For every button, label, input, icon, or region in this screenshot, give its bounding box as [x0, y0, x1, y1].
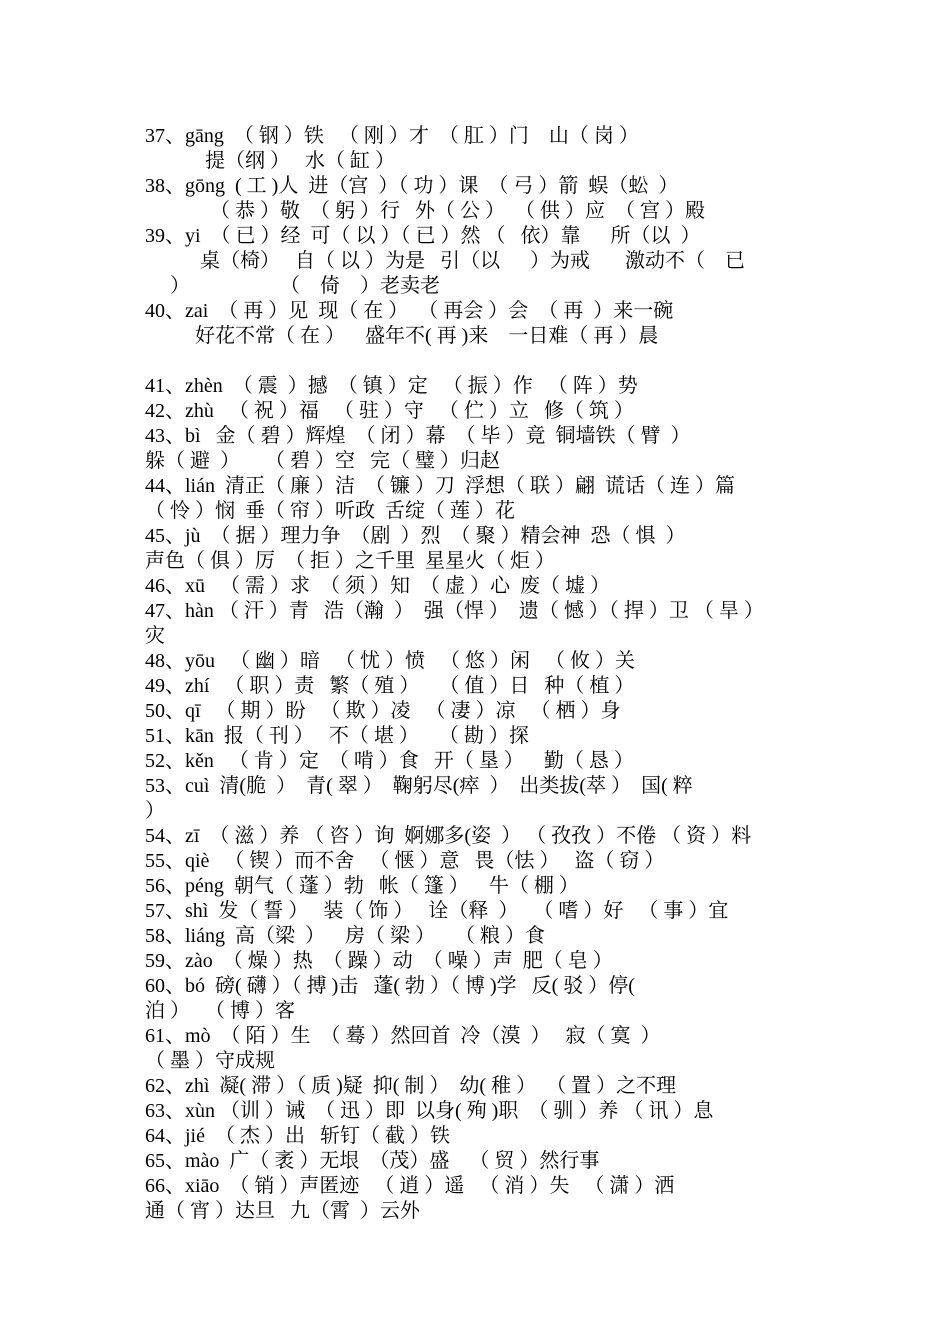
entry-44-line-2: （ 怜 ）悯 垂（ 帘 ）听政 舌绽（ 莲 ）花: [145, 500, 515, 522]
entry-39-line-1: 39、yi （ 已 ）经 可（ 以 ）（ 已 ）然 （ 依）靠 所（以 ）: [145, 225, 701, 247]
entry-65: 65、mào 广（ 袤 ）无垠 （茂）盛 （ 贸 ）然行事: [145, 1150, 600, 1172]
entry-61-line-1: 61、mò （ 陌 ）生 （ 蓦 ）然回首 冷（漠 ） 寂（ 寞 ）: [145, 1025, 661, 1047]
entry-53-line-2: ）: [145, 800, 165, 822]
entry-55: 55、qiè （ 锲 ）而不舍 （ 惬 ）意 畏（怯 ） 盗（ 窃 ）: [145, 850, 665, 872]
entry-60-line-1: 60、bó 磅( 礴 ）（ 搏 )击 蓬( 勃 ）（ 博 )学 反( 驳 ）停(: [145, 975, 635, 997]
entry-37-line-2: 提（纲 ） 水（ 缸 ）: [205, 150, 395, 172]
entry-40-line-1: 40、zai （ 再 ）见 现（ 在 ） （ 再会 ）会 （ 再 ）来一碗: [145, 300, 674, 322]
entry-58: 58、liáng 高（梁 ） 房（ 梁 ） （ 粮 ）食: [145, 925, 545, 947]
entry-39-line-3: ） （ 倚 ）老卖老: [170, 275, 440, 297]
entry-61-line-2: （ 墨 ）守成规: [145, 1050, 275, 1072]
entry-39-line-2: 桌（椅） 自（ 以 ）为是 引（以 ）为戒 激动不（ 已: [200, 250, 745, 272]
entry-37-line-1: 37、gāng （ 钢 ）铁 （ 刚 ）才 （ 肛 ）门 山（ 岗 ）: [145, 125, 639, 147]
entry-62: 62、zhì 凝( 滞 ）（ 质 )疑 抑( 制 ） 幼( 稚 ） （ 置 ）之不理: [145, 1075, 677, 1097]
entry-50: 50、qī （ 期 ）盼 （ 欺 ）凌 （ 凄 ）凉 （ 栖 ）身: [145, 700, 621, 722]
entry-43-line-1: 43、bì 金（ 碧 ）辉煌 （ 闭 ）幕 （ 毕 ）竟 铜墙铁（ 臂 ）: [145, 425, 691, 447]
entry-41: 41、zhèn （ 震 ）撼 （ 镇 ）定 （ 振 ）作 （ 阵 ）势: [145, 375, 638, 397]
entry-47-line-1: 47、hàn （ 汗 ）青 浩（瀚 ） 强（悍 ） 遗（ 憾 ）（ 捍 ）卫 （ 旱 ）: [145, 600, 764, 622]
entry-45-line-1: 45、jù （ 据 ）理力争 （剧 ）烈 （ 聚 ）精会神 恐（ 惧 ）: [145, 525, 686, 547]
entry-66-line-1: 66、xiāo （ 销 ）声匿迹 （ 逍 ）遥 （ 消 ）失 （ 潇 ）洒: [145, 1175, 675, 1197]
entry-40-line-2: 好花不常（ 在 ） 盛年不( 再 )来 一日难（ 再 ）晨: [195, 325, 659, 347]
entry-42: 42、zhù （ 祝 ）福 （ 驻 ）守 （ 伫 ）立 修（ 筑 ）: [145, 400, 634, 422]
entry-56: 56、péng 朝气（ 蓬 ）勃 帐（ 篷 ） 牛（ 棚 ）: [145, 875, 579, 897]
entry-47-line-2: 灾: [145, 625, 165, 647]
entry-52: 52、kěn （ 肯 ）定 （ 啃 ）食 开（ 垦 ） 勤（ 恳 ）: [145, 750, 634, 772]
entry-51: 51、kān 报（ 刊 ） 不（ 堪 ） （ 勘 ）探: [145, 725, 529, 747]
entry-38-line-1: 38、gōng ( 工 )人 进（宫 ）（ 功 ）课 （ 弓 ）箭 蜈（蚣 ）: [145, 175, 679, 197]
entry-49: 49、zhí （ 职 ）责 繁（ 殖 ） （ 值 ）日 种（ 植 ）: [145, 675, 635, 697]
entry-48: 48、yōu （ 幽 ）暗 （ 忧 ）愤 （ 悠 ）闲 （ 攸 ）关: [145, 650, 635, 672]
entry-45-line-2: 声色（ 俱 ）厉 （ 拒 ）之千里 星星火（ 炬 ）: [145, 550, 555, 572]
entry-63: 63、xùn （训 ）诫 （ 迅 ）即 以身( 殉 )职 （ 驯 ）养 （ 讯 ）息: [145, 1100, 714, 1122]
entry-64: 64、jié （ 杰 ）出 斩钉（ 截 ）铁: [145, 1125, 450, 1147]
entry-60-line-2: 泊 ） （ 博 ）客: [145, 1000, 295, 1022]
entry-53-line-1: 53、cuì 清(脆 ） 青( 翠 ） 鞠躬尽(瘁 ） 出类拔(萃 ） 国( 粹: [145, 775, 693, 797]
entry-54: 54、zī （ 滋 ）养 （ 咨 ）询 婀娜多(姿 ） （ 孜孜 ）不倦 （ 资 ）料: [145, 825, 752, 847]
entry-43-line-2: 躲（ 避 ） （ 碧 ）空 完（ 璧 ）归赵: [145, 450, 500, 472]
entry-38-line-2: （ 恭 ）敬 （ 躬 ）行 外（ 公 ） （ 供 ）应 （ 宫 ）殿: [210, 200, 705, 222]
entry-59: 59、zào （ 燥 ）热 （ 躁 ）动 （ 噪 ）声 肥（ 皂 ）: [145, 950, 613, 972]
entry-66-line-2: 通（ 宵 ）达旦 九（霄 ）云外: [145, 1200, 420, 1222]
entry-57: 57、shì 发（ 誓 ） 装（ 饰 ） 诠（释 ） （ 嗜 ）好 （ 事 ）宜: [145, 900, 729, 922]
entry-44-line-1: 44、lián 清正（ 廉 ）洁 （ 镰 ）刀 浮想（ 联 ）翩 谎话（ 连 ）篇: [145, 475, 735, 497]
entry-46: 46、xū （ 需 ）求 （ 须 ）知 （ 虚 ）心 废（ 墟 ）: [145, 575, 610, 597]
